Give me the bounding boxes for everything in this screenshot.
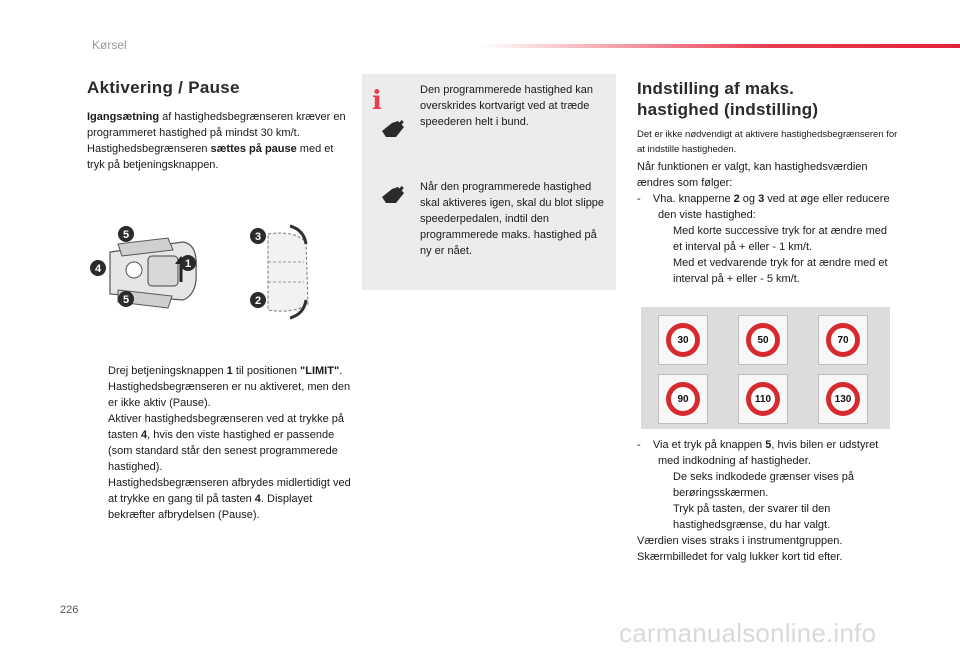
adjust-instructions [637,159,899,287]
text-line [637,191,899,223]
body-text: Drej betjeningsknappen [108,365,227,377]
info-text-override: Den programmerede hastighed kan overskrides kortvarigt ved at træde speederen helt i bund. [420,84,594,128]
callout-5-top: 5 [122,229,130,241]
body-text: - Via et tryk på knappen [637,439,766,451]
callout-1: 1 [184,258,192,270]
emphasis-text: 4 [141,429,148,441]
body-text: De seks indkodede grænser vises på berøringsskærmen. [673,471,854,499]
body-text: Aktiver hastighedsbegrænseren ved at trykke på tasten [108,413,345,441]
body-text: Hastighedsbegrænseren afbrydes midlertidigt ved at trykke en gang til på tasten [108,477,351,505]
text-line [637,437,899,469]
emphasis-text: 4 [254,493,261,505]
body-text: , hvis bilen er udstyret med indkodning af hastigheder. [658,439,879,467]
text-line [637,549,899,565]
callout-5-bottom: 5 [122,294,130,306]
speed-limit-signs-panel [641,307,890,429]
body-text: Tryk på tasten, der svarer til den hastighedsgrænse, du har valgt. [673,503,831,531]
body-text: Skærmbilledet for valg lukker kort tid efter. [637,551,843,563]
section-title-max-speed [637,78,818,120]
body-text: . Displayet bekræfter afbrydelsen (Pause). [108,493,313,521]
body-text: , hvis den viste hastighed er passende (som standard står den senest programmerede hastighed). [108,429,338,473]
list-item [87,475,352,523]
emphasis-text: 3 [758,193,765,205]
title-line-1: Indstilling af maks. [637,79,795,98]
body-text: Når funktionen er valgt, kan hastighedsværdien ændres som følger: [637,161,868,189]
stalk-control-illustration [88,222,223,322]
info-text-reactivate: Når den programmerede hastighed skal aktiveres igen, skal du blot slippe speederpedalen, indtil den programmerede maks. hastighed på ny er nået. [420,181,605,257]
emphasis-text: 1 [226,365,233,377]
header-accent-bar [480,44,960,48]
section-header: Kørsel [92,38,127,52]
text-line [637,223,899,255]
watermark: carmanualsonline.info [619,618,877,648]
emphasis-text: "LIMIT" [300,365,340,377]
callout-4: 4 [94,263,102,275]
body-text: Med et vedvarende tryk for at ændre med et interval på + eller - 5 km/t. [673,257,888,285]
page-number: 226 [60,604,79,616]
speed-limit-value: 90 [666,382,700,416]
body-text: med et tryk på betjeningsknappen. [87,143,334,171]
foot-pedal-full-icon [378,117,408,141]
callout-2: 2 [254,295,262,307]
step-text [108,365,350,409]
memorised-speeds-instructions [637,437,899,565]
speed-limit-sign-90 [658,374,708,424]
step-text [108,477,351,521]
text-line [637,533,899,549]
activation-intro-paragraph [87,109,349,173]
callout-3: 3 [254,231,262,243]
speed-limit-value: 110 [746,382,780,416]
text-line [637,255,899,287]
body-text: Værdien vises straks i instrumentgruppen. [637,535,843,547]
speed-limit-sign-110 [738,374,788,424]
step-text [108,413,344,473]
body-text: . Hastighedsbegrænseren er nu aktiveret, men den er ikke aktiv (Pause). [108,365,351,409]
activation-steps-list [87,363,352,523]
emphasis-text: 5 [765,439,772,451]
list-item [87,411,352,475]
emphasis-text: sættes på pause [210,143,297,155]
body-text: Med korte successive tryk for at ændre med et interval på + eller - 1 km/t. [673,225,887,253]
section-title-activation: Aktivering / Pause [87,78,240,97]
body-text: af hastighedsbegrænseren kræver en programmeret hastighed på mindst 30 km/t. Hastighedsbegrænseren [87,111,346,155]
speed-limit-value: 130 [826,382,860,416]
foot-pedal-release-icon [378,183,408,207]
text-line [637,501,899,533]
body-text: og [739,193,759,205]
speed-limit-sign-30 [658,315,708,365]
text-line [637,159,899,191]
emphasis-text: 2 [733,193,740,205]
emphasis-text: Igangsætning [87,111,160,123]
text-line [637,469,899,501]
list-item [87,363,352,411]
speed-limit-sign-130 [818,374,868,424]
speed-limit-sign-50 [738,315,788,365]
body-text: - Vha. knapperne [637,193,734,205]
speed-limit-sign-70 [818,315,868,365]
body-text: til positionen [232,365,301,377]
speed-limit-value: 50 [746,323,780,357]
speed-limit-value: 30 [666,323,700,357]
speed-limit-value: 70 [826,323,860,357]
adjust-note: Det er ikke nødvendigt at aktivere hastighedsbegrænseren for at indstille hastigheden. [637,129,898,155]
info-icon: i [372,86,382,116]
title-line-2: hastighed (indstilling) [637,100,819,119]
speed-adjust-illustration [246,222,326,322]
body-text: ved at øge eller reducere den viste hastighed: [658,193,890,221]
